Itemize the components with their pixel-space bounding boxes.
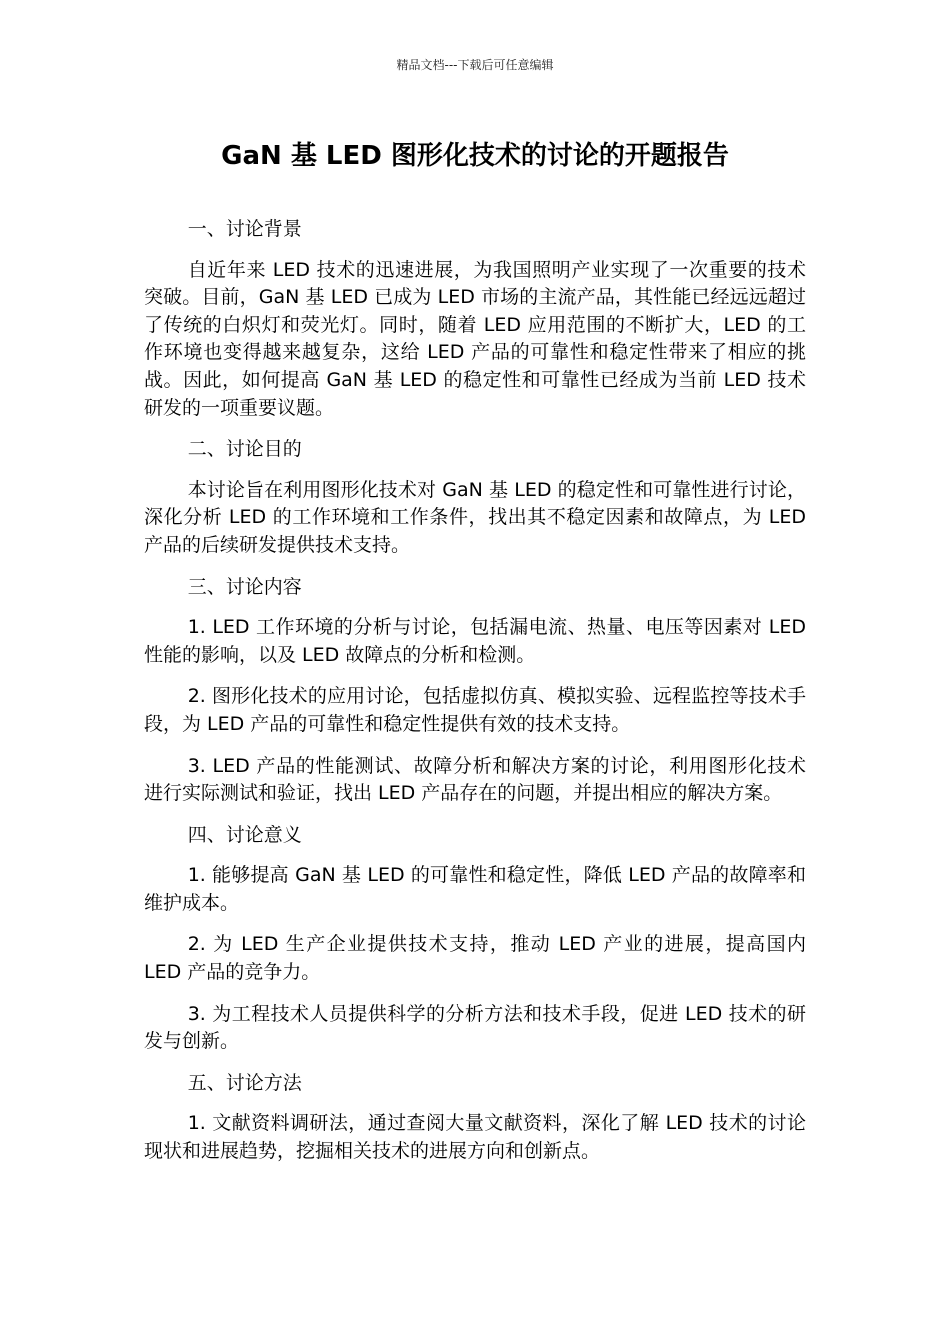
paragraph-significance-item-1: 1. 能够提高 GaN 基 LED 的可靠性和稳定性，降低 LED 产品的故障率和维护成本。 (144, 864, 806, 914)
section-heading-background: 一、讨论背景 (187, 218, 302, 240)
section-heading-significance: 四、讨论意义 (187, 823, 302, 846)
page-header-note: 精品文档---下载后可任意编辑 (396, 58, 554, 72)
paragraph-background: 自近年来 LED 技术的迅速进展，为我国照明产业实现了一次重要的技术突破。目前，GaN 基 LED 已成为 LED 市场的主流产品，其性能已经远远超过了传统的白炽灯和荧光灯。同时，随着 LED 应用范围的不断扩大，LED 的工作环境也变得越来越复杂，这给 LED 产品的可靠性和稳定性带来了相应的挑战。因此，如何提高 GaN 基 LED 的稳定性和可靠性已经成为当前 LED 技术研发的一项重要议题。 (144, 258, 806, 419)
paragraph-content-item-2: 2. 图形化技术的应用讨论，包括虚拟仿真、模拟实验、远程监控等技术手段，为 LED 产品的可靠性和稳定性提供有效的技术支持。 (144, 685, 806, 735)
paragraph-purpose: 本讨论旨在利用图形化技术对 GaN 基 LED 的稳定性和可靠性进行讨论，深化分析 LED 的工作环境和工作条件，找出其不稳定因素和故障点，为 LED 产品的后续研发提供技术支持。 (144, 478, 806, 556)
section-heading-content: 三、讨论内容 (187, 575, 302, 598)
paragraph-content-item-3: 3. LED 产品的性能测试、故障分析和解决方案的讨论，利用图形化技术进行实际测试和验证，找出 LED 产品存在的问题，并提出相应的解决方案。 (144, 754, 806, 805)
document-title: GaN 基 LED 图形化技术的讨论的开题报告 (221, 141, 729, 171)
section-heading-method: 五、讨论方法 (187, 1071, 302, 1094)
paragraph-content-item-1: 1. LED 工作环境的分析与讨论，包括漏电流、热量、电压等因素对 LED 性能的影响，以及 LED 故障点的分析和检测。 (144, 616, 806, 666)
section-heading-purpose: 二、讨论目的 (187, 438, 302, 461)
paragraph-method-item-1: 1. 文献资料调研法，通过查阅大量文献资料，深化了解 LED 技术的讨论现状和进展趋势，挖掘相关技术的进展方向和创新点。 (144, 1112, 806, 1163)
document-body (144, 216, 806, 1180)
paragraph-significance-item-3: 3. 为工程技术人员提供科学的分析方法和技术手段，促进 LED 技术的研发与创新。 (144, 1002, 806, 1053)
paragraph-significance-item-2: 2. 为 LED 生产企业提供技术支持，推动 LED 产业的进展，提高国内 LED 产品的竞争力。 (144, 933, 806, 984)
